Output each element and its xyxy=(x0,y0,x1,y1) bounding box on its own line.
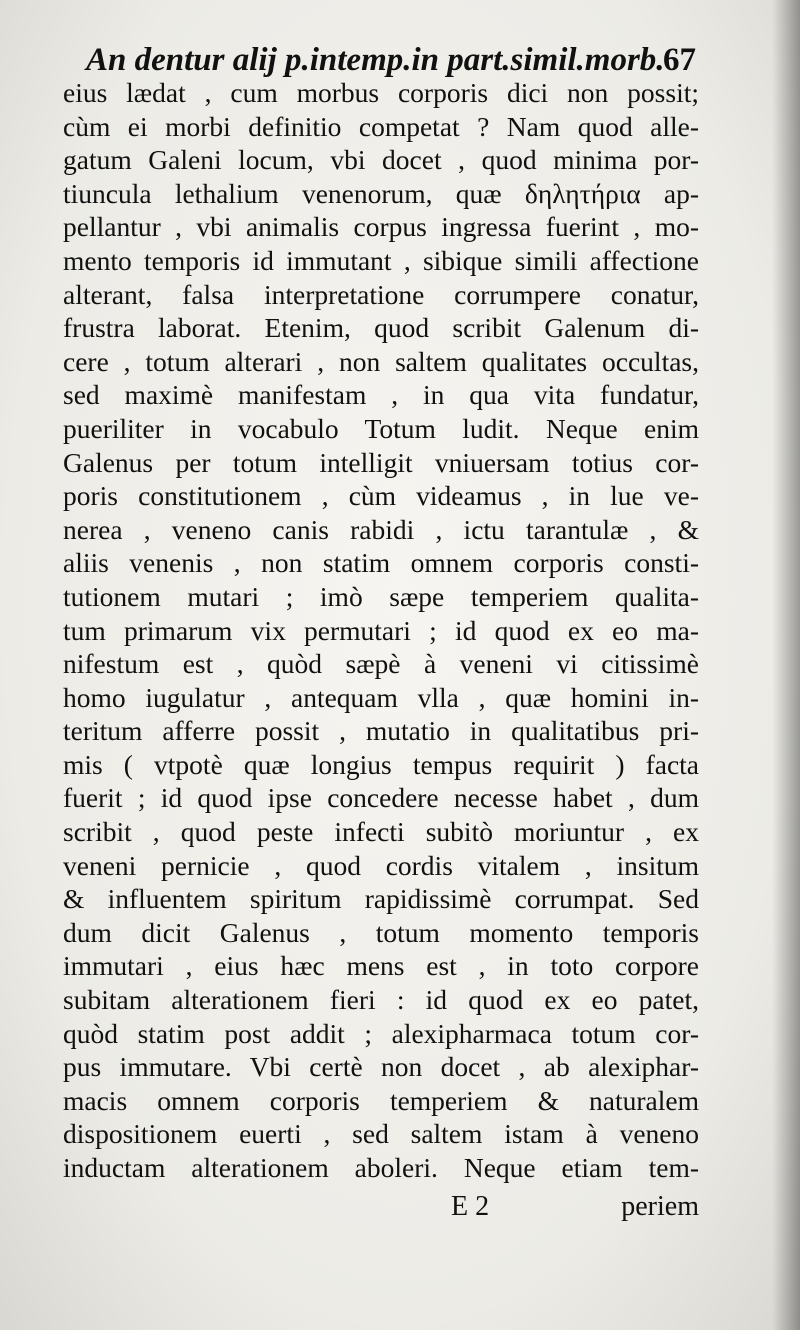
page-edge-shadow xyxy=(772,0,800,1330)
text-line: frustra laborat. Etenim, quod scribit Galenum di- xyxy=(63,312,699,344)
text-line: poris constitutionem , cùm videamus , in lue ve- xyxy=(63,480,699,512)
text-line: tutionem mutari ; imò sæpe temperiem qualita- xyxy=(63,580,699,612)
text-line: Galenus per totum intelligit vniuersam totius cor- xyxy=(63,446,699,478)
text-line: teritum afferre possit , mutatio in qualitatibus pri- xyxy=(63,715,699,747)
text-line: cùm ei morbi definitio competat ? Nam quod alle- xyxy=(63,110,699,142)
running-head: An dentur alij p.intemp.in part.simil.morb. xyxy=(86,42,665,78)
page-number: 67 xyxy=(663,42,696,78)
text-line: pellantur , vbi animalis corpus ingressa fuerint , mo- xyxy=(63,211,699,243)
text-line: sed maximè manifestam , in qua vita fundatur, xyxy=(63,379,699,411)
text-line: homo iugulatur , antequam vlla , quæ homini in- xyxy=(63,681,699,713)
text-line: nerea , veneno canis rabidi , ictu tarantulæ , & xyxy=(63,513,699,545)
text-line: gatum Galeni locum, vbi docet , quod minima por- xyxy=(63,144,699,176)
text-line: tum primarum vix permutari ; id quod ex eo ma- xyxy=(63,614,699,646)
text-line: pueriliter in vocabulo Totum ludit. Neque enim xyxy=(63,412,699,444)
text-line: quòd statim post addit ; alexipharmaca totum cor- xyxy=(63,1017,699,1049)
text-line: eius lædat , cum morbus corporis dici non possit; xyxy=(63,77,699,108)
text-line: inductam alterationem aboleri. Neque etiam tem- xyxy=(63,1152,699,1183)
signature-mark: E 2 xyxy=(451,1191,490,1222)
text-line: pus immutare. Vbi certè non docet , ab alexiphar- xyxy=(63,1051,699,1083)
text-line: mento temporis id immutant , sibique simili affectione xyxy=(63,244,699,276)
text-line: & influentem spiritum rapidissimè corrumpat. Sed xyxy=(63,883,699,915)
text-line: macis omnem corporis temperiem & naturalem xyxy=(63,1084,699,1116)
text-line: nifestum est , quòd sæpè à veneni vi citissimè xyxy=(63,648,699,680)
text-line: dum dicit Galenus , totum momento temporis xyxy=(63,916,699,948)
page-footer xyxy=(63,1190,699,1224)
text-line: dispositionem euerti , sed saltem istam à veneno xyxy=(63,1118,699,1150)
text-line: mis ( vtpotè quæ longius tempus requirit ) facta xyxy=(63,748,699,780)
text-line: tiuncula lethalium venenorum, quæ δηλητήρια ap- xyxy=(63,177,699,209)
catchword: periem xyxy=(621,1191,699,1222)
text-line: fuerit ; id quod ipse concedere necesse habet , dum xyxy=(63,782,699,814)
text-line: immutari , eius hæc mens est , in toto corpore xyxy=(63,950,699,982)
body-text xyxy=(63,76,699,1185)
text-line: veneni pernicie , quod cordis vitalem , insitum xyxy=(63,849,699,881)
text-line: cere , totum alterari , non saltem qualitates occultas, xyxy=(63,345,699,377)
text-line: aliis venenis , non statim omnem corporis consti- xyxy=(63,547,699,579)
text-line: alterant, falsa interpretatione corrumpere conatur, xyxy=(63,278,699,310)
text-line: scribit , quod peste infecti subitò moriuntur , ex xyxy=(63,816,699,848)
text-line: subitam alterationem fieri : id quod ex eo patet, xyxy=(63,984,699,1016)
